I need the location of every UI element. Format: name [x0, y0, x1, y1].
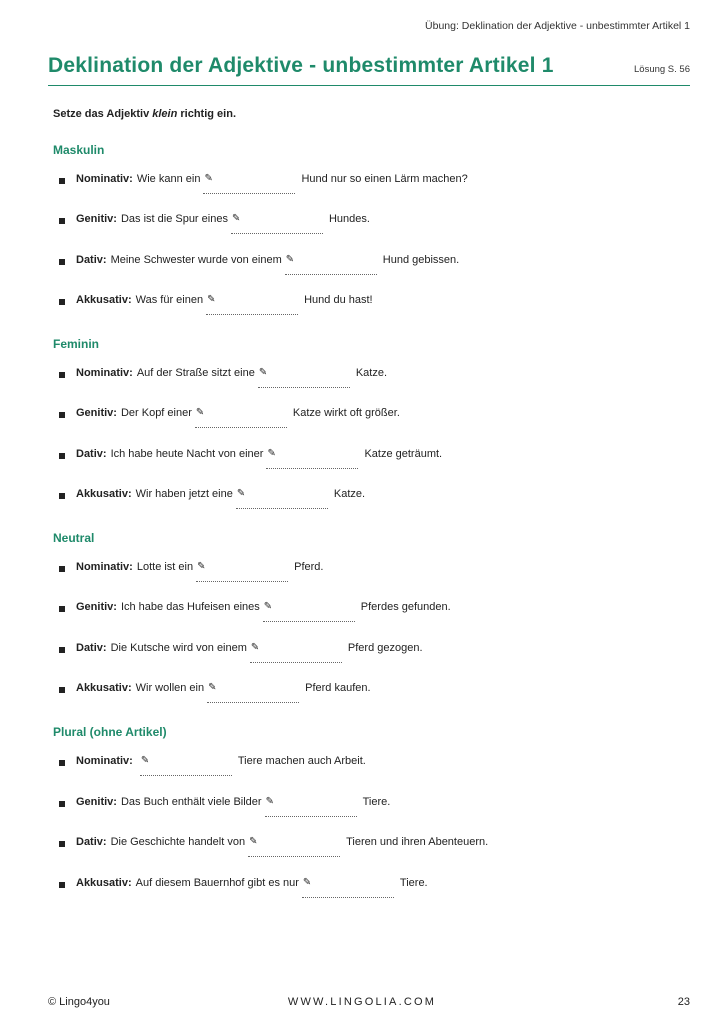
- answer-blank[interactable]: [250, 642, 342, 663]
- pencil-icon: ✎: [207, 294, 216, 305]
- case-label: Akkusativ:: [76, 877, 132, 889]
- website-link[interactable]: WWW.LINGOLIA.COM: [287, 996, 437, 1008]
- sentence-after: Tiere.: [399, 877, 428, 889]
- answer-blank[interactable]: [206, 294, 298, 315]
- case-label: Genitiv:: [76, 407, 117, 419]
- pencil-icon: ✎: [249, 836, 258, 847]
- bullet: [59, 606, 65, 612]
- case-label: Dativ:: [76, 836, 107, 848]
- case-label: Genitiv:: [76, 213, 117, 225]
- sentence-after: Pferd kaufen.: [305, 682, 371, 694]
- bullet: [59, 647, 65, 653]
- case-label: Dativ:: [76, 254, 107, 266]
- exercise-item: [59, 488, 365, 510]
- section-heading-maskulin: Maskulin: [53, 143, 105, 157]
- answer-blank[interactable]: [266, 448, 358, 469]
- sentence-before: Auf der Straße sitzt eine: [136, 367, 255, 379]
- page-number: 23: [677, 996, 690, 1008]
- copyright: © Lingo4you: [48, 996, 110, 1008]
- case-label: Akkusativ:: [76, 682, 132, 694]
- answer-blank[interactable]: [195, 407, 287, 428]
- bullet: [59, 218, 65, 224]
- sentence-before: Lotte ist ein: [136, 561, 194, 573]
- solution-reference: Lösung S. 56: [634, 64, 690, 75]
- bullet: [59, 760, 65, 766]
- exercise-item: [59, 173, 468, 195]
- answer-blank[interactable]: [263, 601, 355, 622]
- sentence-before: Auf diesem Bauernhof gibt es nur: [135, 877, 299, 889]
- bullet: [59, 259, 65, 265]
- case-label: Akkusativ:: [76, 294, 132, 306]
- sentence-before: Die Geschichte handelt von: [110, 836, 246, 848]
- pencil-icon: ✎: [302, 877, 312, 888]
- exercise-item: [59, 682, 371, 704]
- exercise-item: [59, 294, 373, 316]
- sentence-after: Tieren und ihren Abenteuern.: [346, 836, 489, 848]
- case-label: Nominativ:: [76, 367, 133, 379]
- sentence-before: Ich habe das Hufeisen eines: [120, 601, 260, 613]
- answer-blank[interactable]: [265, 796, 357, 817]
- sentence-after: Pferdes gefunden.: [360, 601, 451, 613]
- case-label: Nominativ:: [76, 173, 133, 185]
- answer-blank[interactable]: [231, 213, 323, 234]
- pencil-icon: ✎: [195, 407, 205, 418]
- bullet: [59, 299, 65, 305]
- sentence-after: Pferd.: [294, 561, 324, 573]
- exercise-item: [59, 254, 459, 276]
- sentence-before: Wie kann ein: [136, 173, 201, 185]
- title-divider: [48, 85, 690, 86]
- answer-blank[interactable]: [248, 836, 340, 857]
- exercise-item: [59, 836, 488, 858]
- exercise-item: [59, 877, 428, 899]
- answer-blank[interactable]: [302, 877, 394, 898]
- case-label: Nominativ:: [76, 561, 133, 573]
- section-heading-neutral: Neutral: [53, 531, 95, 545]
- sentence-before: Der Kopf einer: [120, 407, 192, 419]
- pencil-icon: ✎: [263, 601, 273, 612]
- sentence-after: Tiere machen auch Arbeit.: [237, 755, 366, 767]
- instruction-prefix: Setze das Adjektiv: [53, 108, 153, 120]
- pencil-icon: ✎: [265, 796, 274, 807]
- pencil-icon: ✎: [285, 254, 295, 265]
- sentence-before: Das ist die Spur eines: [120, 213, 228, 225]
- section-heading-feminin: Feminin: [53, 337, 100, 351]
- bullet: [59, 493, 65, 499]
- sentence-before: Was für einen: [135, 294, 204, 306]
- exercise-item: [59, 561, 323, 583]
- bullet: [59, 412, 65, 418]
- bullet: [59, 882, 65, 888]
- instruction-word: klein: [152, 108, 178, 120]
- sentence-after: Katze.: [355, 367, 388, 379]
- sentence-before: Wir wollen ein: [135, 682, 205, 694]
- pencil-icon: ✎: [197, 561, 206, 572]
- exercise-item: [59, 796, 390, 818]
- sentence-before: Ich habe heute Nacht von einer: [110, 448, 264, 460]
- bullet: [59, 841, 65, 847]
- bullet: [59, 566, 65, 572]
- exercise-item: [59, 601, 451, 623]
- bullet: [59, 687, 65, 693]
- exercise-item: [59, 755, 366, 777]
- answer-blank[interactable]: [196, 561, 288, 582]
- answer-blank[interactable]: [285, 254, 377, 275]
- case-label: Genitiv:: [76, 796, 117, 808]
- exercise-item: [59, 407, 400, 429]
- sentence-after: Katze geträumt.: [364, 448, 443, 460]
- pencil-icon: ✎: [236, 488, 246, 499]
- case-label: Genitiv:: [76, 601, 117, 613]
- sentence-after: Hund gebissen.: [382, 254, 460, 266]
- pencil-icon: ✎: [231, 213, 241, 224]
- sentence-before: Meine Schwester wurde von einem: [110, 254, 282, 266]
- answer-blank[interactable]: [236, 488, 328, 509]
- pencil-icon: ✎: [267, 448, 276, 459]
- case-label: Dativ:: [76, 448, 107, 460]
- answer-blank[interactable]: [140, 755, 232, 776]
- pencil-icon: ✎: [258, 367, 268, 378]
- exercise-item: [59, 213, 370, 235]
- sentence-after: Katze.: [333, 488, 366, 500]
- answer-blank[interactable]: [258, 367, 350, 388]
- sentence-before: Wir haben jetzt eine: [135, 488, 233, 500]
- sentence-after: Hund du hast!: [304, 294, 373, 306]
- bullet: [59, 453, 65, 459]
- pencil-icon: ✎: [140, 755, 150, 766]
- sentence-after: Tiere.: [362, 796, 391, 808]
- exercise-item: [59, 448, 442, 470]
- bullet: [59, 178, 65, 184]
- bullet: [59, 372, 65, 378]
- answer-blank[interactable]: [207, 682, 299, 703]
- running-header: Übung: Deklination der Adjektive - unbestimmter Artikel 1: [425, 20, 690, 32]
- instruction-suffix: richtig ein.: [177, 108, 237, 120]
- sentence-after: Hund nur so einen Lärm machen?: [301, 173, 468, 185]
- bullet: [59, 801, 65, 807]
- pencil-icon: ✎: [208, 682, 217, 693]
- sentence-before: Die Kutsche wird von einem: [110, 642, 247, 654]
- sentence-before: Das Buch enthält viele Bilder: [120, 796, 262, 808]
- case-label: Dativ:: [76, 642, 107, 654]
- page-title: Deklination der Adjektive - unbestimmter Artikel 1: [48, 54, 554, 77]
- case-label: Nominativ:: [76, 755, 133, 767]
- sentence-after: Katze wirkt oft größer.: [292, 407, 400, 419]
- pencil-icon: ✎: [250, 642, 260, 653]
- answer-blank[interactable]: [203, 173, 295, 194]
- instruction: [53, 108, 236, 120]
- pencil-icon: ✎: [204, 173, 213, 184]
- sentence-after: Hundes.: [328, 213, 370, 225]
- sentence-after: Pferd gezogen.: [347, 642, 423, 654]
- exercise-item: [59, 367, 387, 389]
- section-heading-plural: Plural (ohne Artikel): [53, 725, 167, 739]
- case-label: Akkusativ:: [76, 488, 132, 500]
- exercise-item: [59, 642, 423, 664]
